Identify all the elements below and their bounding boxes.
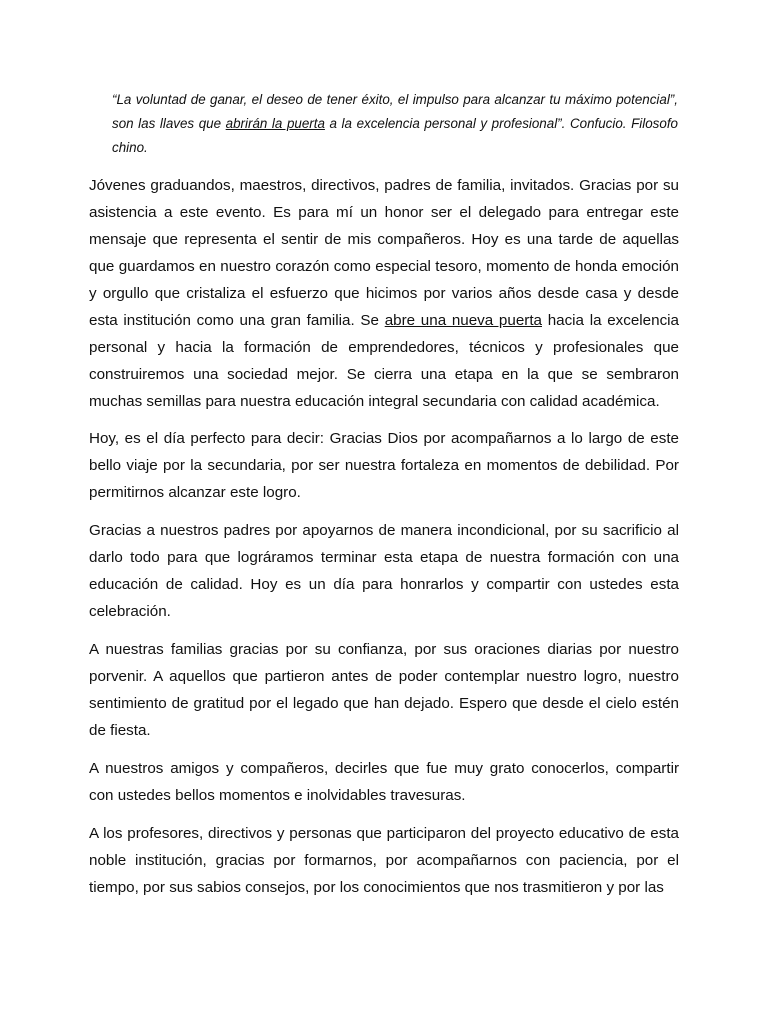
paragraph-4: A nuestras familias gracias por su confianza, por sus oraciones diarias por nuestro porvenir. A aquellos que partieron antes de poder contemplar nuestro logro, nuestro sentimiento de gratitud por el legado que han dejado. Espero que desde el cielo estén de fiesta.: [89, 641, 679, 739]
speech-body: [89, 172, 679, 912]
paragraph-1: [89, 172, 679, 415]
paragraph-3: Gracias a nuestros padres por apoyarnos de manera incondicional, por su sacrificio al darlo todo para que lográramos terminar esta etapa de nuestra formación con una educación de calidad. Hoy es un día para honrarlos y compartir con ustedes esta celebración.: [89, 522, 679, 620]
quote-text-start: “La voluntad de ganar, el deseo de tener éxito, el impulso para alcanzar tu máximo potencial”, son las llaves que: [112, 92, 678, 131]
paragraph-1-end: hacia la excelencia personal y hacia la formación de emprendedores, técnicos y profesionales que construiremos una sociedad mejor. Se cierra una etapa en la que se sembraron muchas semillas para nuestra educación integral secundaria con calidad académica.: [89, 312, 679, 410]
epigraph-quote: [112, 88, 678, 160]
paragraph-2: Hoy, es el día perfecto para decir: Gracias Dios por acompañarnos a lo largo de este bello viaje por la secundaria, por ser nuestra fortaleza en momentos de debilidad. Por permitirnos alcanzar este logro.: [89, 430, 679, 501]
paragraph-1-underlined-phrase: abre una nueva puerta: [384, 312, 542, 329]
quote-underlined-phrase: abrirán la puerta: [225, 116, 325, 131]
paragraph-6: A los profesores, directivos y personas que participaron del proyecto educativo de esta noble institución, gracias por formarnos, por acompañarnos con paciencia, por el tiempo, por sus sabios consejos, por los conocimientos que nos trasmitieron y por las: [89, 825, 679, 896]
paragraph-5: A nuestros amigos y compañeros, decirles que fue muy grato conocerlos, compartir con ustedes bellos momentos e inolvidables travesuras.: [89, 760, 679, 804]
quote-text-end: a la excelencia personal y profesional”. Confucio. Filosofo chino.: [112, 116, 678, 155]
paragraph-1-start: Jóvenes graduandos, maestros, directivos, padres de familia, invitados. Gracias por su asistencia a este evento. Es para mí un honor ser el delegado para entregar este mensaje que representa el sentir de mis compañeros. Hoy es una tarde de aquellas que guardamos en nuestro corazón como especial tesoro, momento de honda emoción y orgullo que cristaliza el esfuerzo que hicimos por varios años desde casa y desde esta institución como una gran familia. Se: [89, 177, 679, 329]
